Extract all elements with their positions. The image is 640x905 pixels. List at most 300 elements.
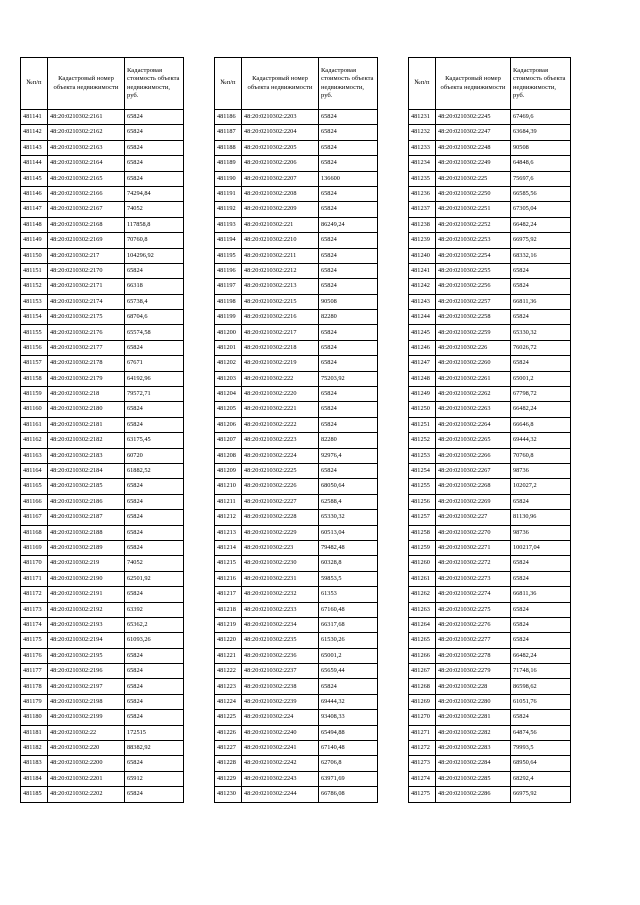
cadastral-number: 48:20:0210302:2269 — [436, 494, 511, 509]
row-number: 481218 — [215, 602, 242, 617]
table-row — [215, 110, 378, 125]
cadastral-number: 48:20:0210302:2237 — [242, 664, 319, 679]
row-number: 481216 — [215, 571, 242, 586]
cadastral-number: 48:20:0210302:2175 — [48, 310, 125, 325]
cadastral-number: 48:20:0210302:225 — [436, 171, 511, 186]
cadastral-value: 64192,96 — [125, 371, 184, 386]
cadastral-value: 65824 — [125, 171, 184, 186]
cadastral-number: 48:20:0210302:2190 — [48, 571, 125, 586]
cadastral-value: 63684,39 — [511, 125, 571, 140]
table-row — [21, 263, 184, 278]
cadastral-value: 65824 — [125, 402, 184, 417]
cadastral-value: 74294,84 — [125, 186, 184, 201]
table-row — [215, 417, 378, 432]
cadastral-number: 48:20:0210302:2230 — [242, 556, 319, 571]
table-row — [215, 741, 378, 756]
table-row — [215, 310, 378, 325]
cadastral-value: 65824 — [511, 617, 571, 632]
cadastral-number: 48:20:0210302:2217 — [242, 325, 319, 340]
cadastral-value: 67160,48 — [319, 602, 378, 617]
cadastral-number: 48:20:0210302:2285 — [436, 771, 511, 786]
cadastral-value: 65824 — [319, 186, 378, 201]
row-number: 481265 — [409, 633, 436, 648]
cadastral-value: 66975,92 — [511, 787, 571, 802]
table-row — [215, 664, 378, 679]
cadastral-number: 48:20:0210302:2218 — [242, 340, 319, 355]
row-number: 481223 — [215, 679, 242, 694]
row-number: 481176 — [21, 648, 48, 663]
cadastral-value: 81130,96 — [511, 510, 571, 525]
table-row — [409, 633, 571, 648]
row-number: 481202 — [215, 356, 242, 371]
row-number: 481164 — [21, 463, 48, 478]
table-row — [21, 679, 184, 694]
table-row — [215, 140, 378, 155]
table-row — [21, 202, 184, 217]
cadastral-number: 48:20:0210302:2229 — [242, 525, 319, 540]
row-number: 481207 — [215, 433, 242, 448]
cadastral-number: 48:20:0210302:2216 — [242, 310, 319, 325]
table-row — [215, 325, 378, 340]
table-row — [409, 233, 571, 248]
row-number: 481237 — [409, 202, 436, 217]
row-number: 481159 — [21, 387, 48, 402]
cadastral-value: 61882,52 — [125, 463, 184, 478]
table-row — [215, 356, 378, 371]
cadastral-value: 65001,2 — [511, 371, 571, 386]
row-number: 481217 — [215, 587, 242, 602]
cadastral-number: 48:20:0210302:2162 — [48, 125, 125, 140]
table-row — [409, 540, 571, 555]
table-row — [409, 387, 571, 402]
cadastral-number: 48:20:0210302:2163 — [48, 140, 125, 155]
row-number: 481222 — [215, 664, 242, 679]
row-number: 481143 — [21, 140, 48, 155]
table-row — [21, 710, 184, 725]
row-number: 481163 — [21, 448, 48, 463]
table-row — [215, 202, 378, 217]
cadastral-number: 48:20:0210302:2266 — [436, 448, 511, 463]
row-number: 481198 — [215, 294, 242, 309]
cadastral-value: 65494,88 — [319, 725, 378, 740]
row-number: 481240 — [409, 248, 436, 263]
row-number: 481272 — [409, 741, 436, 756]
table-row — [21, 217, 184, 232]
cadastral-value: 65824 — [319, 263, 378, 278]
row-number: 481259 — [409, 540, 436, 555]
row-number: 481166 — [21, 494, 48, 509]
cadastral-value: 66646,8 — [511, 417, 571, 432]
row-number: 481264 — [409, 617, 436, 632]
cadastral-number: 48:20:0210302:2176 — [48, 325, 125, 340]
row-number: 481196 — [215, 263, 242, 278]
cadastral-number: 48:20:0210302:2261 — [436, 371, 511, 386]
cadastral-number: 48:20:0210302:2252 — [436, 217, 511, 232]
table-row — [409, 186, 571, 201]
cadastral-number: 48:20:0210302:2177 — [48, 340, 125, 355]
row-number: 481175 — [21, 633, 48, 648]
table-row — [409, 156, 571, 171]
cadastral-number: 48:20:0210302:2274 — [436, 587, 511, 602]
row-number: 481250 — [409, 402, 436, 417]
cadastral-value: 65824 — [319, 325, 378, 340]
table-row — [409, 448, 571, 463]
table-row — [215, 387, 378, 402]
row-number: 481157 — [21, 356, 48, 371]
row-number: 481267 — [409, 664, 436, 679]
table-row — [21, 140, 184, 155]
table-row — [21, 633, 184, 648]
cadastral-value: 82280 — [319, 433, 378, 448]
row-number: 481182 — [21, 741, 48, 756]
cadastral-value: 82280 — [319, 310, 378, 325]
table-row — [215, 587, 378, 602]
cadastral-value: 86249,24 — [319, 217, 378, 232]
cadastral-number: 48:20:0210302:2281 — [436, 710, 511, 725]
table-row — [21, 340, 184, 355]
row-number: 481266 — [409, 648, 436, 663]
table-row — [21, 356, 184, 371]
table-row — [215, 633, 378, 648]
table-row — [215, 694, 378, 709]
table-row — [409, 741, 571, 756]
table-row — [215, 771, 378, 786]
cadastral-number: 48:20:0210302:2265 — [436, 433, 511, 448]
table-row — [21, 694, 184, 709]
cadastral-number: 48:20:0210302:2250 — [436, 186, 511, 201]
cadastral-number: 48:20:0210302:2174 — [48, 294, 125, 309]
cadastral-value: 65824 — [125, 125, 184, 140]
table-row — [21, 125, 184, 140]
table-row — [409, 140, 571, 155]
row-number: 481172 — [21, 587, 48, 602]
cadastral-number: 48:20:0210302:221 — [242, 217, 319, 232]
row-number: 481225 — [215, 710, 242, 725]
cadastral-value: 65824 — [511, 556, 571, 571]
cadastral-number: 48:20:0210302:2208 — [242, 186, 319, 201]
table-row — [409, 617, 571, 632]
cadastral-number: 48:20:0210302:22 — [48, 725, 125, 740]
table-row — [409, 525, 571, 540]
row-number: 481169 — [21, 540, 48, 555]
cadastral-value: 65824 — [511, 710, 571, 725]
row-number: 481149 — [21, 233, 48, 248]
cadastral-number: 48:20:0210302:2259 — [436, 325, 511, 340]
header-num: №п/п — [409, 58, 436, 110]
row-number: 481197 — [215, 279, 242, 294]
row-number: 481141 — [21, 110, 48, 125]
cadastral-number: 48:20:0210302:219 — [48, 556, 125, 571]
row-number: 481206 — [215, 417, 242, 432]
table-row — [409, 602, 571, 617]
row-number: 481147 — [21, 202, 48, 217]
row-number: 481194 — [215, 233, 242, 248]
cadastral-value: 64848,6 — [511, 156, 571, 171]
cadastral-value: 65824 — [125, 664, 184, 679]
cadastral-number: 48:20:0210302:2276 — [436, 617, 511, 632]
row-number: 481188 — [215, 140, 242, 155]
row-number: 481160 — [21, 402, 48, 417]
cadastral-value: 65824 — [125, 710, 184, 725]
table-header-row — [409, 58, 571, 110]
table-row — [21, 648, 184, 663]
cadastral-value: 65824 — [319, 417, 378, 432]
cadastral-number: 48:20:0210302:2182 — [48, 433, 125, 448]
cadastral-number: 48:20:0210302:2213 — [242, 279, 319, 294]
cadastral-number: 48:20:0210302:2200 — [48, 756, 125, 771]
row-number: 481246 — [409, 340, 436, 355]
table-row — [409, 587, 571, 602]
cadastral-value: 65824 — [319, 279, 378, 294]
table-row — [21, 402, 184, 417]
table-row — [409, 356, 571, 371]
cadastral-value: 61353 — [319, 587, 378, 602]
cadastral-number: 48:20:0210302:2196 — [48, 664, 125, 679]
table-row — [215, 186, 378, 201]
cadastral-value: 66811,36 — [511, 294, 571, 309]
cadastral-number: 48:20:0210302:2169 — [48, 233, 125, 248]
table-row — [21, 587, 184, 602]
cadastral-number: 48:20:0210302:2204 — [242, 125, 319, 140]
table-row — [215, 233, 378, 248]
table-row — [215, 263, 378, 278]
cadastral-value: 65824 — [319, 125, 378, 140]
row-number: 481144 — [21, 156, 48, 171]
cadastral-value: 66786,08 — [319, 787, 378, 802]
cadastral-value: 65824 — [511, 356, 571, 371]
table-row — [21, 110, 184, 125]
row-number: 481153 — [21, 294, 48, 309]
cadastral-number: 48:20:0210302:2211 — [242, 248, 319, 263]
cadastral-number: 48:20:0210302:2198 — [48, 694, 125, 709]
cadastral-value: 65824 — [125, 648, 184, 663]
cadastral-number: 48:20:0210302:2275 — [436, 602, 511, 617]
cadastral-number: 48:20:0210302:2220 — [242, 387, 319, 402]
cadastral-number: 48:20:0210302:2231 — [242, 571, 319, 586]
table-row — [409, 340, 571, 355]
table-row — [215, 340, 378, 355]
row-number: 481155 — [21, 325, 48, 340]
cadastral-value: 68704,6 — [125, 310, 184, 325]
table-row — [409, 279, 571, 294]
cadastral-value: 61530,26 — [319, 633, 378, 648]
cadastral-number: 48:20:0210302:2240 — [242, 725, 319, 740]
cadastral-value: 65738,4 — [125, 294, 184, 309]
row-number: 481268 — [409, 679, 436, 694]
table-row — [409, 463, 571, 478]
cadastral-value: 65824 — [125, 479, 184, 494]
cadastral-value: 65824 — [319, 463, 378, 478]
cadastral-value: 65824 — [125, 679, 184, 694]
table-row — [409, 171, 571, 186]
cadastral-value: 75203,92 — [319, 371, 378, 386]
table-row — [215, 371, 378, 386]
cadastral-table-2 — [214, 57, 378, 803]
row-number: 481228 — [215, 756, 242, 771]
row-number: 481236 — [409, 186, 436, 201]
cadastral-number: 48:20:0210302:218 — [48, 387, 125, 402]
table-row — [409, 664, 571, 679]
row-number: 481208 — [215, 448, 242, 463]
cadastral-number: 48:20:0210302:2194 — [48, 633, 125, 648]
row-number: 481192 — [215, 202, 242, 217]
cadastral-value: 68292,4 — [511, 771, 571, 786]
row-number: 481167 — [21, 510, 48, 525]
cadastral-value: 66811,36 — [511, 587, 571, 602]
row-number: 481238 — [409, 217, 436, 232]
cadastral-number: 48:20:0210302:2254 — [436, 248, 511, 263]
cadastral-value: 65824 — [319, 156, 378, 171]
cadastral-value: 65824 — [125, 110, 184, 125]
cadastral-value: 65824 — [125, 510, 184, 525]
cadastral-value: 65824 — [319, 202, 378, 217]
cadastral-number: 48:20:0210302:2212 — [242, 263, 319, 278]
row-number: 481273 — [409, 756, 436, 771]
row-number: 481156 — [21, 340, 48, 355]
cadastral-number: 48:20:0210302:2272 — [436, 556, 511, 571]
cadastral-value: 68332,16 — [511, 248, 571, 263]
cadastral-number: 48:20:0210302:2225 — [242, 463, 319, 478]
row-number: 481193 — [215, 217, 242, 232]
row-number: 481270 — [409, 710, 436, 725]
cadastral-value: 63392 — [125, 602, 184, 617]
row-number: 481204 — [215, 387, 242, 402]
cadastral-value: 65330,32 — [511, 325, 571, 340]
row-number: 481213 — [215, 525, 242, 540]
row-number: 481189 — [215, 156, 242, 171]
row-number: 481154 — [21, 310, 48, 325]
row-number: 481199 — [215, 310, 242, 325]
cadastral-number: 48:20:0210302:2248 — [436, 140, 511, 155]
cadastral-value: 65362,2 — [125, 617, 184, 632]
cadastral-value: 69444,32 — [319, 694, 378, 709]
cadastral-value: 65824 — [125, 756, 184, 771]
table-row — [409, 433, 571, 448]
cadastral-number: 48:20:0210302:2170 — [48, 263, 125, 278]
table-row — [21, 525, 184, 540]
header-cadastral-number: Кадастровый номер объекта недвижимости — [436, 58, 511, 110]
header-cadastral-number: Кадастровый номер объекта недвижимости — [48, 58, 125, 110]
cadastral-number: 48:20:0210302:222 — [242, 371, 319, 386]
cadastral-number: 48:20:0210302:2197 — [48, 679, 125, 694]
cadastral-value: 60720 — [125, 448, 184, 463]
row-number: 481177 — [21, 664, 48, 679]
cadastral-value: 63971,69 — [319, 771, 378, 786]
row-number: 481214 — [215, 540, 242, 555]
cadastral-value: 60513,04 — [319, 525, 378, 540]
row-number: 481150 — [21, 248, 48, 263]
cadastral-number: 48:20:0210302:2233 — [242, 602, 319, 617]
row-number: 481187 — [215, 125, 242, 140]
cadastral-value: 79482,48 — [319, 540, 378, 555]
row-number: 481258 — [409, 525, 436, 540]
cadastral-number: 48:20:0210302:2185 — [48, 479, 125, 494]
cadastral-value: 65824 — [319, 140, 378, 155]
cadastral-number: 48:20:0210302:2249 — [436, 156, 511, 171]
cadastral-value: 65824 — [319, 356, 378, 371]
table-row — [215, 494, 378, 509]
row-number: 481145 — [21, 171, 48, 186]
cadastral-number: 48:20:0210302:2260 — [436, 356, 511, 371]
table-row — [215, 479, 378, 494]
cadastral-value: 100217,04 — [511, 540, 571, 555]
row-number: 481260 — [409, 556, 436, 571]
row-number: 481152 — [21, 279, 48, 294]
table-row — [409, 710, 571, 725]
row-number: 481210 — [215, 479, 242, 494]
cadastral-number: 48:20:0210302:2255 — [436, 263, 511, 278]
table-row — [215, 510, 378, 525]
cadastral-value: 67469,6 — [511, 110, 571, 125]
row-number: 481252 — [409, 433, 436, 448]
cadastral-value: 65574,58 — [125, 325, 184, 340]
row-number: 481201 — [215, 340, 242, 355]
row-number: 481224 — [215, 694, 242, 709]
table-row — [409, 248, 571, 263]
row-number: 481186 — [215, 110, 242, 125]
cadastral-value: 64874,56 — [511, 725, 571, 740]
cadastral-number: 48:20:0210302:2270 — [436, 525, 511, 540]
row-number: 481184 — [21, 771, 48, 786]
table-row — [409, 479, 571, 494]
cadastral-number: 48:20:0210302:2189 — [48, 540, 125, 555]
cadastral-number: 48:20:0210302:2224 — [242, 448, 319, 463]
row-number: 481274 — [409, 771, 436, 786]
cadastral-number: 48:20:0210302:2206 — [242, 156, 319, 171]
cadastral-value: 136600 — [319, 171, 378, 186]
row-number: 481215 — [215, 556, 242, 571]
cadastral-value: 65824 — [511, 633, 571, 648]
table-row — [215, 279, 378, 294]
table-row — [215, 433, 378, 448]
table-row — [21, 756, 184, 771]
cadastral-value: 63175,45 — [125, 433, 184, 448]
table-row — [215, 540, 378, 555]
table-row — [21, 433, 184, 448]
table-row — [21, 448, 184, 463]
cadastral-value: 79572,71 — [125, 387, 184, 402]
row-number: 481249 — [409, 387, 436, 402]
cadastral-number: 48:20:0210302:2207 — [242, 171, 319, 186]
cadastral-value: 98736 — [511, 525, 571, 540]
header-cadastral-value: Кадастровая стоимость объекта недвижимости, руб. — [511, 58, 571, 110]
row-number: 481227 — [215, 741, 242, 756]
cadastral-number: 48:20:0210302:2247 — [436, 125, 511, 140]
table-row — [409, 217, 571, 232]
cadastral-number: 48:20:0210302:2257 — [436, 294, 511, 309]
cadastral-value: 65824 — [125, 525, 184, 540]
table-row — [409, 294, 571, 309]
cadastral-value: 62501,92 — [125, 571, 184, 586]
cadastral-number: 48:20:0210302:226 — [436, 340, 511, 355]
row-number: 481179 — [21, 694, 48, 709]
cadastral-value: 104296,92 — [125, 248, 184, 263]
row-number: 481190 — [215, 171, 242, 186]
cadastral-number: 48:20:0210302:2271 — [436, 540, 511, 555]
cadastral-value: 65824 — [511, 310, 571, 325]
table-row — [215, 525, 378, 540]
cadastral-number: 48:20:0210302:2244 — [242, 787, 319, 802]
table-row — [21, 571, 184, 586]
row-number: 481165 — [21, 479, 48, 494]
cadastral-value: 65824 — [125, 417, 184, 432]
cadastral-value: 117858,8 — [125, 217, 184, 232]
cadastral-value: 76026,72 — [511, 340, 571, 355]
cadastral-number: 48:20:0210302:2238 — [242, 679, 319, 694]
cadastral-value: 66318 — [125, 279, 184, 294]
cadastral-value: 92976,4 — [319, 448, 378, 463]
table-row — [409, 325, 571, 340]
